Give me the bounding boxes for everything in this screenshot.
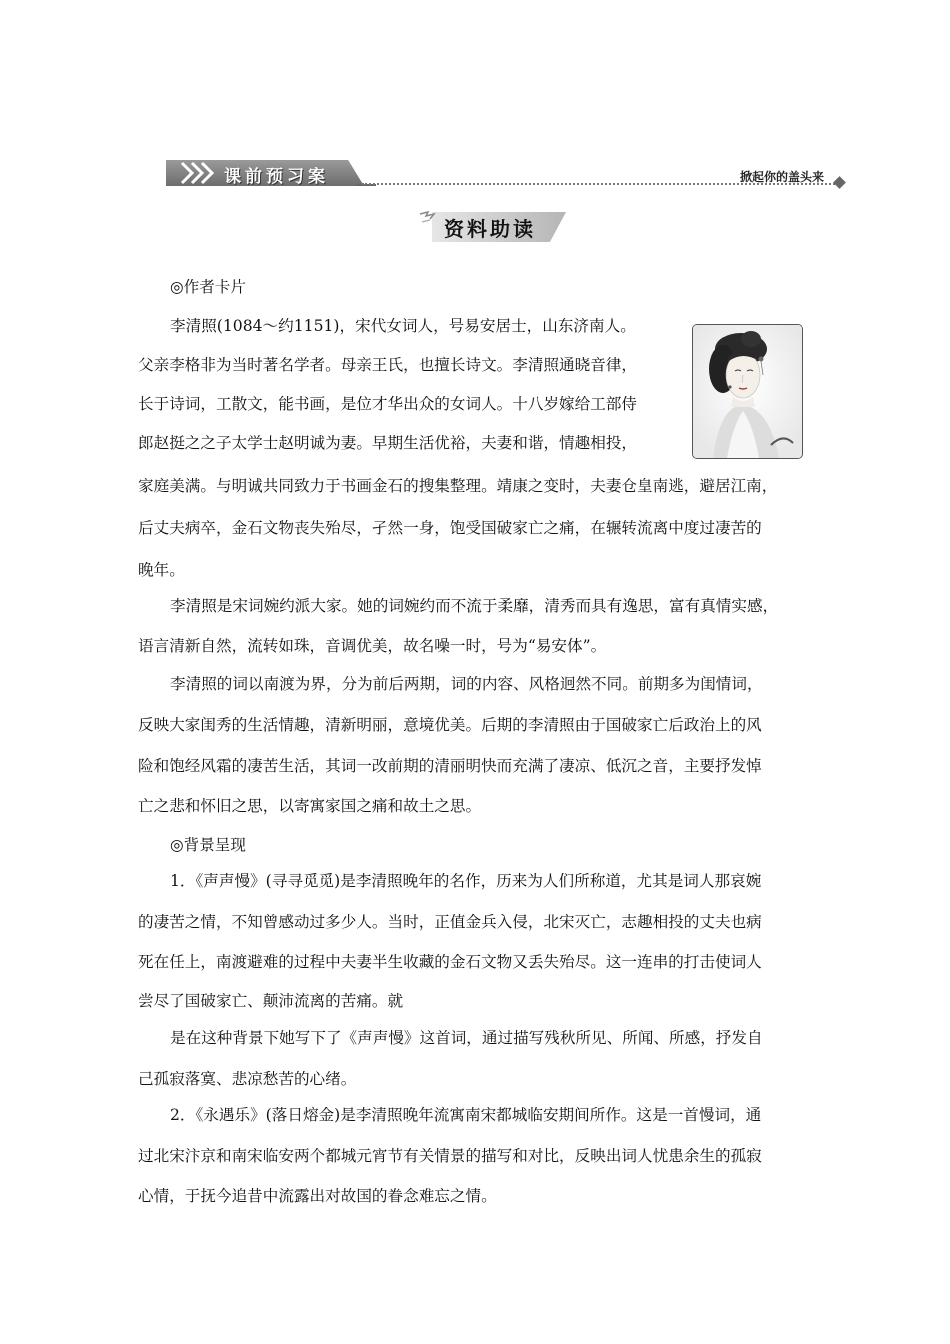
paragraph-line: 心情，于抚今追昔中流露出对故国的眷念难忘之情。 [138, 1187, 497, 1205]
section-heading [418, 208, 568, 244]
paragraph-line: 李清照是宋词婉约派大家。她的词婉约而不流于柔靡，清秀而具有逸思，富有真情实感， [170, 597, 779, 615]
diamond-icon [833, 176, 846, 189]
paragraph-line: 己孤寂落寞、悲凉愁苦的心绪。 [138, 1070, 357, 1088]
paragraph-line: 李清照的词以南渡为界，分为前后两期，词的内容、风格迥然不同。前期多为闺情词， [170, 675, 763, 693]
paragraph-line: 亡之悲和怀旧之思，以寄寓家国之痛和故土之思。 [138, 797, 482, 815]
paragraph-line: 家庭美满。与明诚共同致力于书画金石的搜集整理。靖康之变时，夫妻仓皇南逃，避居江南， [138, 477, 778, 495]
paragraph-line: 死在任上，南渡避难的过程中夫妻半生收藏的金石文物又丢失殆尽。这一连串的打击使词人 [138, 953, 762, 971]
heading-author-card: ◎作者卡片 [170, 278, 246, 296]
paragraph-line: 过北宋汴京和南宋临安两个都城元宵节有关情景的描写和对比，反映出词人忧患余生的孤寂 [138, 1147, 762, 1165]
paragraph-line: 反映大家闺秀的生活情趣，清新明丽，意境优美。后期的李清照由于国破家亡后政治上的风 [138, 716, 762, 734]
paragraph-line: 2．《永遇乐》(落日熔金)是李清照晚年流寓南宋都城临安期间所作。这是一首慢词，通 [170, 1106, 762, 1124]
paragraph-line: 尝尽了国破家亡、颠沛流离的苦痛。就 [138, 992, 404, 1010]
brush-decoration-icon [418, 210, 440, 228]
section-banner [166, 160, 846, 190]
banner-title: 课前预习案 [224, 167, 329, 187]
heading-background: ◎背景呈现 [170, 836, 246, 854]
paragraph-line: 险和饱经风霜的凄苦生活，其词一改前期的清丽明快而充满了凄凉、低沉之音，主要抒发悼 [138, 757, 762, 775]
paragraph-line: 晚年。 [138, 561, 185, 579]
paragraph-line: 后丈夫病卒，金石文物丧失殆尽，孑然一身，饱受国破家亡之痛，在辗转流离中度过凄苦的 [138, 519, 762, 537]
author-portrait [692, 324, 803, 459]
paragraph-line: 李清照(1084～约1151)，宋代女词人，号易安居士，山东济南人。 [170, 317, 636, 335]
banner-slogan: 掀起你的盖头来 [739, 170, 824, 184]
paragraph-line: 语言清新自然，流转如珠，音调优美，故名噪一时，号为“易安体”。 [138, 637, 607, 655]
paragraph-line: 1．《声声慢》(寻寻觅觅)是李清照晚年的名作，历来为人们所称道，尤其是词人那哀婉 [170, 872, 762, 890]
section-heading-text: 资料助读 [444, 217, 536, 241]
chevron-arrows-icon [180, 161, 230, 185]
paragraph-line: 是在这种背景下她写下了《声声慢》这首词，通过描写残秋所见、所闻、所感，抒发自 [170, 1029, 763, 1047]
paragraph-line: 父亲李格非为当时著名学者。母亲王氏，也擅长诗文。李清照通晓音律， [138, 356, 638, 374]
paragraph-line: 的凄苦之情，不知曾感动过多少人。当时，正值金兵入侵，北宋灭亡，志趣相投的丈夫也病 [138, 913, 762, 931]
paragraph-line: 郎赵挺之之子太学士赵明诚为妻。早期生活优裕，夫妻和谐，情趣相投， [138, 434, 638, 452]
portrait-illustration [693, 325, 802, 458]
paragraph-line: 长于诗词，工散文，能书画，是位才华出众的女词人。十八岁嫁给工部侍 [138, 395, 638, 413]
